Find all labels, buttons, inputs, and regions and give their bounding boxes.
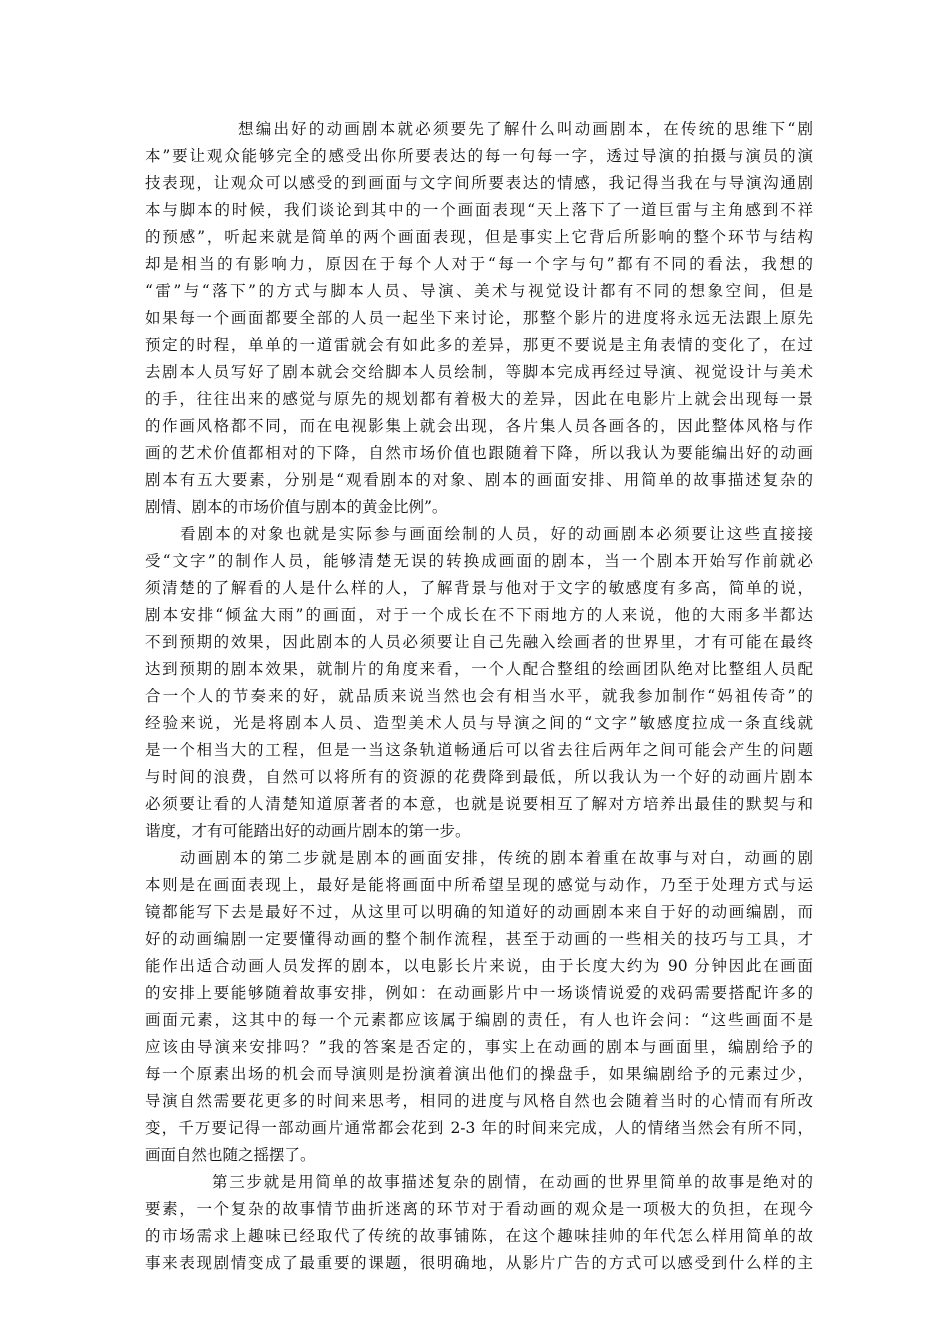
text-line: 能作出适合动画人员发挥的剧本，以电影长片来说，由于长度大约为 90 分钟因此在画面 <box>145 957 813 975</box>
text-line: 去剧本人员写好了剧本就会交给脚本人员绘制，等脚本完成再经过导演、视觉设计与美术 <box>145 363 813 381</box>
paragraph-4 <box>145 1169 813 1277</box>
text-line: 技表现，让观众可以感受的到画面与文字间所要表达的情感，我记得当我在与导演沟通剧 <box>145 174 813 192</box>
paragraph-1 <box>145 116 813 521</box>
text-line: 本”要让观众能够完全的感受出你所要表达的每一句每一字，透过导演的拍摄与演员的演 <box>145 147 813 165</box>
text-line: 是一个相当大的工程，但是一当这条轨道畅通后可以省去往后两年之间可能会产生的问题 <box>145 741 813 759</box>
text-line: 的手，往往出来的感觉与原先的规划都有着极大的差异，因此在电影片上就会出现每一景 <box>145 390 813 408</box>
text-line: 的市场需求上趣味已经取代了传统的故事铺陈，在这个趣味挂帅的年代怎么样用简单的故 <box>145 1227 813 1245</box>
text-line: 看剧本的对象也就是实际参与画面绘制的人员，好的动画剧本必须要让这些直接接 <box>180 525 813 543</box>
text-line: 画面自然也随之摇摆了。 <box>145 1146 316 1164</box>
text-line: 应该由导演来安排吗？”我的答案是否定的，事实上在动画的剧本与画面里，编剧给予的 <box>145 1038 813 1056</box>
text-line: 事来表现剧情变成了最重要的课题，很明确地，从影片广告的方式可以感受到什么样的主 <box>145 1254 813 1272</box>
text-line: 合一个人的节奏来的好，就品质来说当然也会有相当水平，就我参加制作“妈祖传奇”的 <box>145 687 813 705</box>
text-line: 剧本有五大要素，分别是“观看剧本的对象、剧本的画面安排、用简单的故事描述复杂的 <box>145 471 813 489</box>
document-body <box>145 116 813 1277</box>
text-line: 要素，一个复杂的故事情节曲折迷离的环节对于看动画的观众是一项极大的负担，在现今 <box>145 1200 813 1218</box>
text-line: 必须要让看的人清楚知道原著者的本意，也就是说要相互了解对方培养出最佳的默契与和 <box>145 795 813 813</box>
text-line: 预定的时程，单单的一道雷就会有如此多的差异，那更不要说是主角表情的变化了，在过 <box>145 336 813 354</box>
text-line: 第三步就是用简单的故事描述复杂的剧情，在动画的世界里简单的故事是绝对的 <box>212 1173 813 1191</box>
text-line: 达到预期的剧本效果，就制片的角度来看，一个人配合整组的绘画团队绝对比整组人员配 <box>145 660 813 678</box>
text-line: 与时间的浪费，自然可以将所有的资源的花费降到最低，所以我认为一个好的动画片剧本 <box>145 768 813 786</box>
text-line: 画面元素，这其中的每一个元素都应该属于编剧的责任，有人也许会问：“这些画面不是 <box>145 1011 813 1029</box>
text-line: 每一个原素出场的机会而导演则是扮演着演出他们的操盘手，如果编剧给予的元素过少， <box>145 1065 813 1083</box>
text-line: 画的艺术价值都相对的下降，自然市场价值也跟随着下降，所以我认为要能编出好的动画 <box>145 444 813 462</box>
paragraph-2 <box>145 521 813 845</box>
text-line: 本与脚本的时候，我们谈论到其中的一个画面表现“天上落下了一道巨雷与主角感到不祥 <box>145 201 813 219</box>
text-line: 谐度，才有可能踏出好的动画片剧本的第一步。 <box>145 822 471 840</box>
text-line: 本则是在画面表现上，最好是能将画面中所希望呈现的感觉与动作，乃至于处理方式与运 <box>145 876 813 894</box>
text-line: 剧情、剧本的市场价值与剧本的黄金比例”。 <box>145 498 448 516</box>
text-line: 的作画风格都不同，而在电视影集上就会出现，各片集人员各画各的，因此整体风格与作 <box>145 417 813 435</box>
text-line: 变，千万要记得一部动画片通常都会花到 2-3 年的时间来完成，人的情绪当然会有所不同， <box>145 1119 813 1137</box>
text-line: 想编出好的动画剧本就必须要先了解什么叫动画剧本，在传统的思维下“剧 <box>238 120 813 138</box>
text-line: 须清楚的了解看的人是什么样的人，了解背景与他对于文字的敏感度有多高，简单的说， <box>145 579 813 597</box>
text-line: 却是相当的有影响力，原因在于每个人对于“每一个字与句”都有不同的看法，我想的 <box>145 255 813 273</box>
text-line: 动画剧本的第二步就是剧本的画面安排，传统的剧本着重在故事与对白，动画的剧 <box>180 849 813 867</box>
text-line: 导演自然需要花更多的时间来思考，相同的进度与风格自然也会随着当时的心情而有所改 <box>145 1092 813 1110</box>
paragraph-3 <box>145 845 813 1169</box>
text-line: 好的动画编剧一定要懂得动画的整个制作流程，甚至于动画的一些相关的技巧与工具，才 <box>145 930 813 948</box>
text-line: 经验来说，光是将剧本人员、造型美术人员与导演之间的“文字”敏感度拉成一条直线就 <box>145 714 813 732</box>
text-line: 受“文字”的制作人员，能够清楚无误的转换成画面的剧本，当一个剧本开始写作前就必 <box>145 552 813 570</box>
text-line: 的安排上要能够随着故事安排，例如：在动画影片中一场谈情说爱的戏码需要搭配许多的 <box>145 984 813 1002</box>
text-line: 如果每一个画面都要全部的人员一起坐下来讨论，那整个影片的进度将永远无法跟上原先 <box>145 309 813 327</box>
text-line: 镜都能写下去是最好不过，从这里可以明确的知道好的动画剧本来自于好的动画编剧，而 <box>145 903 813 921</box>
text-line: 剧本安排“倾盆大雨”的画面，对于一个成长在不下雨地方的人来说，他的大雨多半都达 <box>145 606 813 624</box>
text-line: 的预感”，听起来就是简单的两个画面表现，但是事实上它背后所影响的整个环节与结构 <box>145 228 813 246</box>
text-line: 不到预期的效果，因此剧本的人员必须要让自己先融入绘画者的世界里，才有可能在最终 <box>145 633 813 651</box>
text-line: “雷”与“落下”的方式与脚本人员、导演、美术与视觉设计都有不同的想象空间，但是 <box>145 282 813 300</box>
